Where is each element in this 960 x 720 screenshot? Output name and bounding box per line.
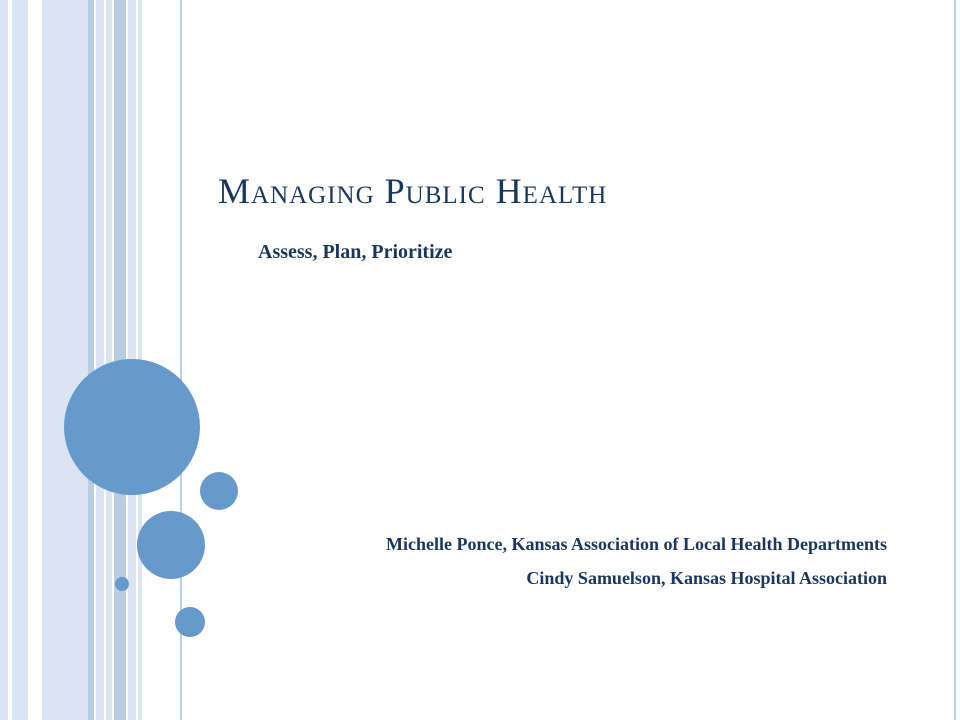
decorative-stripe — [12, 0, 28, 720]
presenter-name: Cindy Samuelson, Kansas Hospital Association — [526, 568, 887, 588]
right-border-line — [954, 0, 956, 720]
decorative-stripe — [96, 0, 104, 720]
slide-subtitle: Assess, Plan, Prioritize — [258, 241, 453, 263]
decorative-circle-large — [64, 359, 200, 495]
presenter-list — [287, 532, 887, 600]
decorative-stripe — [0, 0, 8, 720]
decorative-circle-tiny — [115, 577, 129, 591]
decorative-stripe — [42, 0, 88, 720]
decorative-stripe — [28, 0, 42, 720]
decorative-stripe — [88, 0, 94, 720]
decorative-circle-medium — [137, 511, 205, 579]
decorative-circle-small — [175, 607, 205, 637]
decorative-stripe — [106, 0, 112, 720]
presenter-name: Michelle Ponce, Kansas Association of Local Health Departments — [386, 534, 887, 554]
decorative-circle-small — [200, 472, 238, 510]
slide-title: Managing Public Health — [218, 171, 608, 211]
